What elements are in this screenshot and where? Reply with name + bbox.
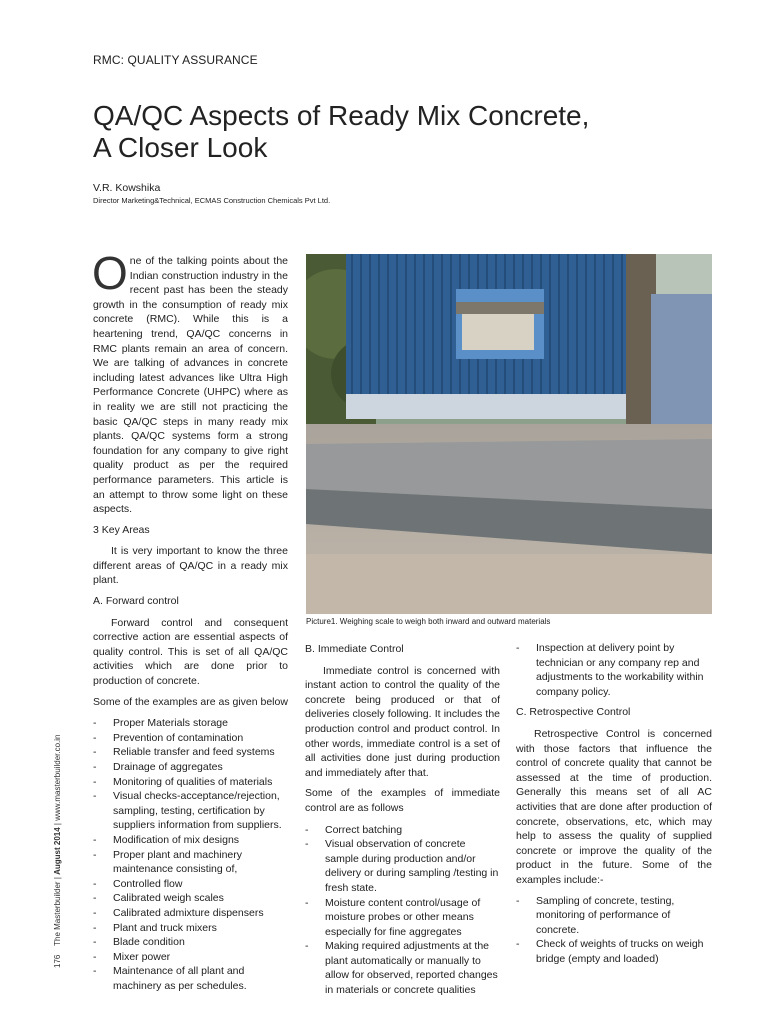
list-item: - Controlled flow (93, 877, 288, 892)
retrospective-control-text: Retrospective Control is concerned with those factors that influence the control of concrete quality that cannot be assessed at the time of production. Generally this means set of all AC activities that are done after production of concrete, observations, etc, which may help to assess the quality of supplied concrete or improve the quality of the product in the future. Some of the examples include:- (516, 727, 712, 886)
list-item: - Calibrated admixture dispensers (93, 906, 288, 921)
key-areas-heading: 3 Key Areas (93, 523, 150, 536)
list-item: - Proper plant and machinery maintenance consisting of, (93, 848, 288, 877)
key-areas-text: It is very important to know the three different areas of QA/QC in a ready mix plant. (93, 545, 288, 587)
list-item: - Proper Materials storage (93, 716, 288, 731)
list-item: - Prevention of contamination (93, 731, 288, 746)
retrospective-examples-list (516, 894, 712, 967)
column-3 (516, 641, 712, 972)
list-item: - Sampling of concrete, testing, monitoring of performance of concrete. (516, 894, 712, 938)
list-item: - Visual checks-acceptance/rejection, sampling, testing, certification by suppliers information from suppliers. (93, 789, 288, 833)
list-item: - Plant and truck mixers (93, 921, 288, 936)
drop-cap: O (92, 247, 128, 299)
forward-examples-heading: Some of the examples are as given below (93, 695, 288, 708)
title-line-1: QA/QC Aspects of Ready Mix Concrete, (93, 100, 590, 131)
list-item: - Inspection at delivery point by technician or any company rep and adjustments to the workability within company policy. (516, 641, 712, 699)
list-item: - Reliable transfer and feed systems (93, 745, 288, 760)
page-number: 176 (53, 954, 62, 968)
forward-control-text: Forward control and consequent corrective action are essential aspects of quality control. This is set of all QA/QC activities which are done prior to production of concrete. (93, 616, 288, 688)
list-item: - Drainage of aggregates (93, 760, 288, 775)
website-link[interactable]: www.masterbuilder.co.in (53, 734, 62, 821)
retrospective-control-heading: C. Retrospective Control (516, 706, 631, 719)
column-1 (92, 247, 288, 1000)
author-affiliation: Director Marketing&Technical, ECMAS Construction Chemicals Pvt Ltd. (93, 196, 331, 205)
immediate-examples-heading: Some of the examples of immediate control are as follows (305, 787, 500, 814)
forward-examples-list (93, 716, 288, 993)
list-item: - Correct batching (305, 823, 500, 838)
list-item: - Check of weights of trucks on weigh bridge (empty and loaded) (516, 937, 712, 966)
title-line-2: A Closer Look (93, 132, 268, 163)
sidebar-footer: 176 The Masterbuilder | August 2014 | www.masterbuilder.co.in (53, 734, 62, 968)
list-item: - Blade condition (93, 935, 288, 950)
weighing-scale-photo (306, 254, 712, 614)
list-item: - Mixer power (93, 950, 288, 965)
magazine-name: The Masterbuilder (53, 881, 62, 946)
photo-caption: Picture1. Weighing scale to weigh both inward and outward materials (306, 617, 551, 626)
forward-control-heading: A. Forward control (93, 595, 179, 608)
section-label: RMC: QUALITY ASSURANCE (93, 53, 258, 67)
list-item: - Visual observation of concrete sample during production and/or delivery or during sampling /testing in fresh state. (305, 837, 500, 895)
intro-paragraph (92, 247, 288, 517)
issue-date: August 2014 (53, 827, 62, 875)
list-item: - Modification of mix designs (93, 833, 288, 848)
intro-text: ne of the talking points about the Indian construction industry in the recent past has been the steady growth in the consumption of ready mix concrete (RMC). While this is a heartening trend, QA/QC concerns in RMC plants remain an area of concern. We are talking of advances in concrete including latest advances like Ultra High Performance Concrete (UHPC) where as in reality we are still not practicing the basic QA/QC steps in many ready mix plants. QA/QC systems form a strong foundation for any company to give right quality product as per the required performance parameters. This article is an attempt to throw some light on these aspects. (93, 255, 288, 516)
list-item: - Monitoring of qualities of materials (93, 775, 288, 790)
list-item: - Moisture content control/usage of moisture probes or other means especially for fine aggregates (305, 896, 500, 940)
list-item: - Making required adjustments at the plant automatically or manually to allow for observed, reported changes in materials or concrete qualities (305, 939, 500, 997)
immediate-control-heading: B. Immediate Control (305, 643, 404, 655)
immediate-examples-list (305, 823, 500, 998)
list-item: - Calibrated weigh scales (93, 891, 288, 906)
column-2 (305, 642, 500, 1004)
list-item: - Maintenance of all plant and machinery as per schedules. (93, 964, 288, 993)
author-name: V.R. Kowshika (93, 182, 161, 194)
article-title (93, 100, 693, 164)
immediate-examples-list-continued (516, 641, 712, 699)
immediate-control-text: Immediate control is concerned with instant action to control the quality of the concrete being produced or that of deliveries closely following. It includes the production control and product control. In other words, immediate control is a set of all activities done just during production and immediately after that. (305, 664, 500, 779)
